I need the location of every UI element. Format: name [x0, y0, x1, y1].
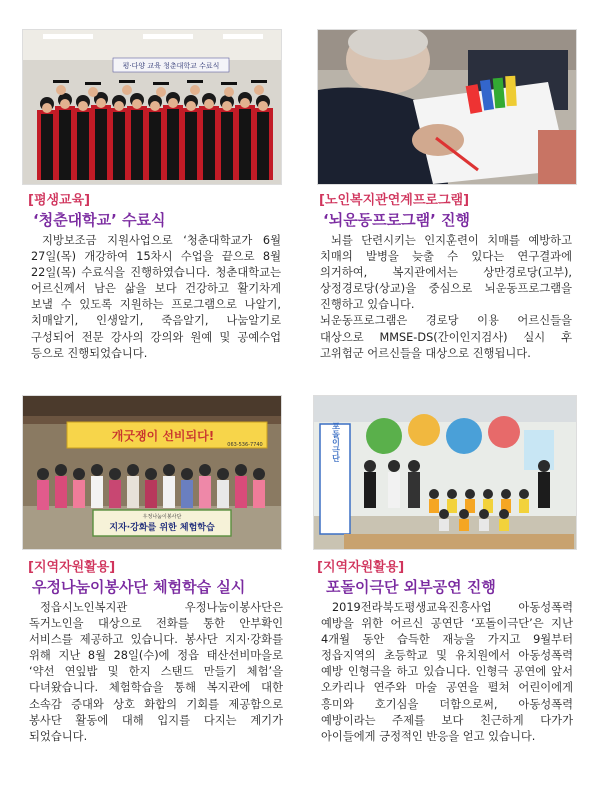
puppet-photo-svg [314, 396, 576, 549]
brain-photo-svg [318, 30, 576, 184]
section-body-brain-exercise [320, 233, 572, 362]
photo-graduation [22, 29, 282, 185]
section-title-graduation: ‘청춘대학교’ 수료식 [33, 211, 166, 229]
graduation-banner-text: 평·다양 교육 청춘대학교 수료식 [122, 62, 220, 70]
section-title-volunteer-field-trip: 우정나눔이봉사단 체험학습 실시 [32, 578, 246, 596]
section-title-puppet-performance: 포돌이극단 외부공연 진행 [326, 578, 496, 596]
section-title-brain-exercise: ‘뇌운동프로그램’ 진행 [323, 211, 471, 229]
volunteer-sign-org: 우정나눔이봉사단 [142, 514, 182, 520]
section-body-graduation [31, 233, 281, 362]
volunteer-banner-text: 개굿쟁이 선비되다! [111, 429, 215, 443]
section-tag-community-resources: [지역자원활용] [317, 560, 405, 575]
section-paragraph: 2019전라북도평생교육진흥사업 아동성폭력 예방을 위한 어르신 공연단 ‘포돌이극단’은 지난 4개월 동안 습득한 재능을 가지고 9월부터 정읍지역의 초등학교 및 유치원에서 아동성폭력 예방 인형극을 하고 있습니다. 인형극 공연에 앞서 오카리나 연주와 마술 공연을 펼쳐 어린이에게 흥미와 호기심을 더함으로써, 아동성폭력 예방이라는 주제를 보다 친근하게 다가가 아이들에게 긍정적인 반응을 얻고 있습니다. [321, 601, 573, 743]
section-tag-welfare-program: [노인복지관연계프로그램] [319, 193, 470, 208]
section-paragraph: 뇌를 단련시키는 인지훈련이 치매를 예방하고 치매의 발병을 늦출 수 있다는 연구결과에 의거하여, 복지관에서는 상만경로당(고부), 상정경로당(상교)을 중심으로 뇌운동프로그램을 진행하고 있습니다. [320, 234, 572, 312]
section-paragraph: 정읍시노인복지관 우정나눔이봉사단은 독거노인을 대상으로 전화를 통한 안부확인 서비스를 제공하고 있습니다. 봉사단 지지·강화를 위해 지난 8월 28일(수)에 정읍 태산선비마을로 ‘약선 연잎밥 및 한지 스탠드 만들기 체험’을 다녀왔습니다. 체험학습을 통해 복지관에 대한 소속감 증대와 상호 화합의 기회를 제공함으로 봉사단 활동에 대해 입지를 다지는 계기가 되었습니다. [29, 601, 283, 743]
graduation-photo-svg [23, 30, 281, 184]
volunteer-sign-title: 지자·강화를 위한 체험학습 [109, 523, 215, 533]
photo-volunteer-group [22, 395, 282, 550]
volunteer-photo-svg [23, 396, 281, 549]
section-tag-lifelong-education: [평생교육] [28, 193, 91, 208]
photo-puppet-troupe [313, 395, 577, 550]
puppet-banner-text: 포돌이극단 [331, 422, 341, 462]
section-paragraph: 뇌운동프로그램은 경로당 이용 어르신들을 대상으로 MMSE-DS(간이인지검사) 실시 후 고위험군 어르신들을 대상으로 진행됩니다. [320, 314, 572, 360]
section-tag-community-resources: [지역자원활용] [28, 560, 116, 575]
photo-brain-exercise [317, 29, 577, 185]
section-paragraph: 지방보조금 지원사업으로 ‘청춘대학교가 6월 27일(목) 개강하여 15차시 수업을 끝으로 8월 22일(목) 수료식을 진행하였습니다. 청춘대학교는 어르신께서 남은 삶을 보다 건강하고 활기차게 보낼 수 있도록 지원하는 프로그램으로 나알기, 치매알기, 인생알기, 죽음알기, 나눔알기로 구성되어 전문 강사의 강의와 원예 및 공예수업 등으로 진행되었습니다. [31, 234, 281, 360]
section-body-volunteer-field-trip [29, 600, 283, 745]
section-body-puppet-performance [321, 600, 573, 745]
volunteer-banner-phone: 063-536-7740 [227, 442, 263, 448]
